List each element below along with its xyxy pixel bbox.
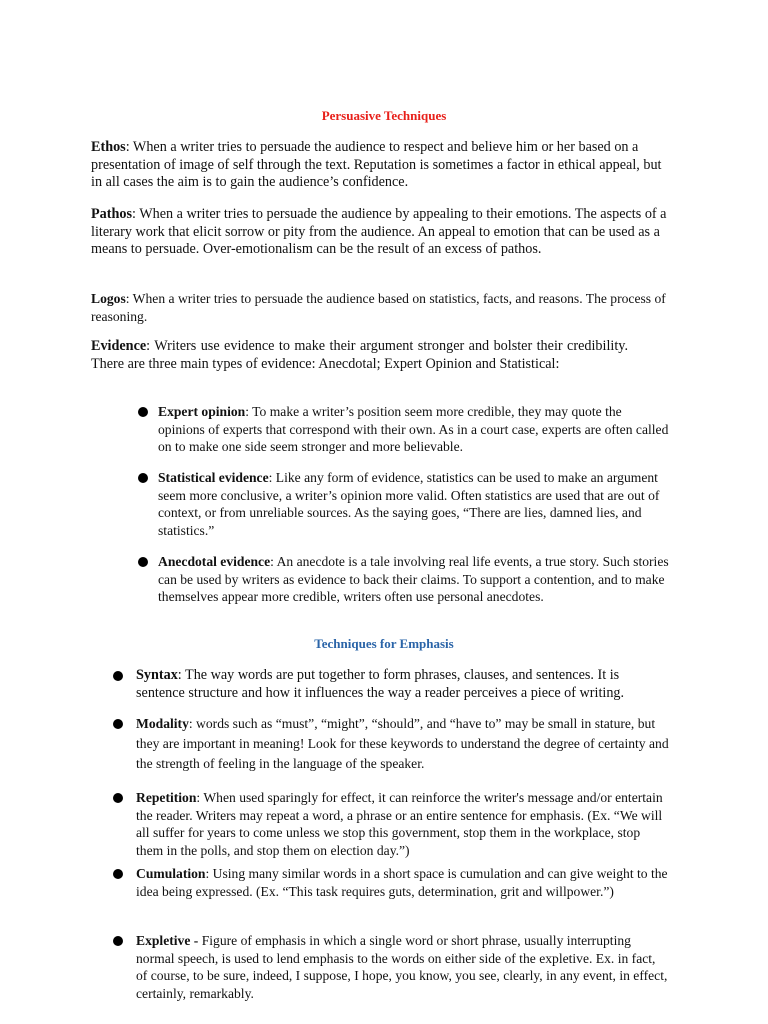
list-item-syntax [136, 667, 670, 702]
title-persuasive-techniques: Persuasive Techniques [321, 108, 447, 123]
term-ethos: Ethos [91, 139, 126, 155]
term-expletive: Expletive - [136, 933, 199, 948]
definition-cumulation: : Using many similar words in a short space is cumulation and can give weight to the idea being expressed. (Ex. “This task requires guts, determination, grit and willpower.”) [136, 866, 668, 899]
term-statistical-evidence: Statistical evidence [158, 470, 269, 485]
bullet-icon [113, 719, 123, 729]
definition-statistical-evidence: : Like any form of evidence, statistics can be used to make an argument seem more conclusive, a writer’s opinion more valid. Often statistics are used that are out of context, or from unreliable sources. As the saying goes, “There are lies, damned lies, and statistics.” [158, 470, 660, 538]
list-item-anecdotal-evidence [158, 553, 670, 606]
bullet-icon [113, 793, 123, 803]
list-item-expletive [136, 932, 670, 1002]
list-item-statistical-evidence [158, 469, 670, 539]
term-anecdotal-evidence: Anecdotal evidence [158, 554, 271, 569]
term-pathos: Pathos [91, 206, 132, 222]
term-syntax: Syntax [136, 667, 178, 683]
definition-syntax: : The way words are put together to form phrases, clauses, and sentences. It is sentence structure and how it influences the way a reader perceives a piece of writing. [136, 667, 625, 701]
bullet-icon [138, 407, 148, 417]
term-evidence: Evidence [91, 338, 147, 354]
definition-pathos: : When a writer tries to persuade the audience by appealing to their emotions. The aspects of a literary work that elicit sorrow or pity from the audience. An appeal to emotion that can be used as a means to persuade. Over-emotionalism can be the result of an excess of pathos. [91, 206, 667, 258]
bullet-icon [113, 869, 123, 879]
definition-anecdotal-evidence: : An anecdote is a tale involving real life events, a true story. Such stories can be used by writers as evidence to back their claims. To support a contention, and to make themselves appear more credible, writers often use personal anecdotes. [158, 554, 669, 605]
definition-logos: : When a writer tries to persuade the audience based on statistics, facts, and reasons. The process of reasoning. [91, 291, 666, 324]
paragraph-pathos [91, 206, 669, 259]
term-expert-opinion: Expert opinion [158, 404, 246, 419]
bullet-icon [138, 557, 148, 567]
paragraph-logos [91, 290, 669, 325]
definition-evidence: : Writers use evidence to make their argument stronger and bolster their credibility. There are three main types of evidence: Anecdotal; Expert Opinion and Statistical: [91, 338, 628, 372]
list-item-modality [136, 714, 670, 774]
list-item-cumulation [136, 865, 670, 900]
bullet-icon [113, 671, 123, 681]
definition-ethos: : When a writer tries to persuade the audience to respect and believe him or her based on a presentation of image of self through the text. Reputation is sometimes a factor in ethical appeal, but in all cases the aim is to gain the audience’s confidence. [91, 139, 662, 191]
list-item-expert-opinion [158, 403, 670, 456]
definition-expert-opinion: : To make a writer’s position seem more credible, they may quote the opinions of experts that correspond with their own. As in a court case, experts are often called on to make one side seem stronger and more believable. [158, 404, 669, 455]
paragraph-evidence [91, 338, 628, 373]
bullet-icon [138, 473, 148, 483]
definition-modality: : words such as “must”, “might”, “should”, and “have to” may be small in stature, but they are important in meaning! Look for these keywords to understand the degree of certainty and the strength of feeling in the language of the speaker. [136, 716, 669, 771]
term-logos: Logos [91, 291, 126, 306]
title-techniques-for-emphasis: Techniques for Emphasis [314, 636, 454, 651]
bullet-icon [113, 936, 123, 946]
term-modality: Modality [136, 716, 189, 731]
term-repetition: Repetition [136, 790, 197, 805]
list-item-repetition [136, 789, 670, 859]
definition-expletive: Figure of emphasis in which a single word or short phrase, usually interrupting normal speech, is used to lend emphasis to the words on either side of the expletive. Ex. in fact, of course, to be sure, indeed, I suppose, I hope, you know, you see, clearly, in any event, in effect, certainly, remarkably. [136, 933, 668, 1001]
definition-repetition: : When used sparingly for effect, it can reinforce the writer's message and/or entertain the reader. Writers may repeat a word, a phrase or an entire sentence for emphasis. (Ex. “We will all suffer for years to come unless we stop this government, stop them in the workplace, stop them in the polls, and stop them on election day.”) [136, 790, 663, 858]
term-cumulation: Cumulation [136, 866, 206, 881]
paragraph-ethos [91, 139, 669, 192]
